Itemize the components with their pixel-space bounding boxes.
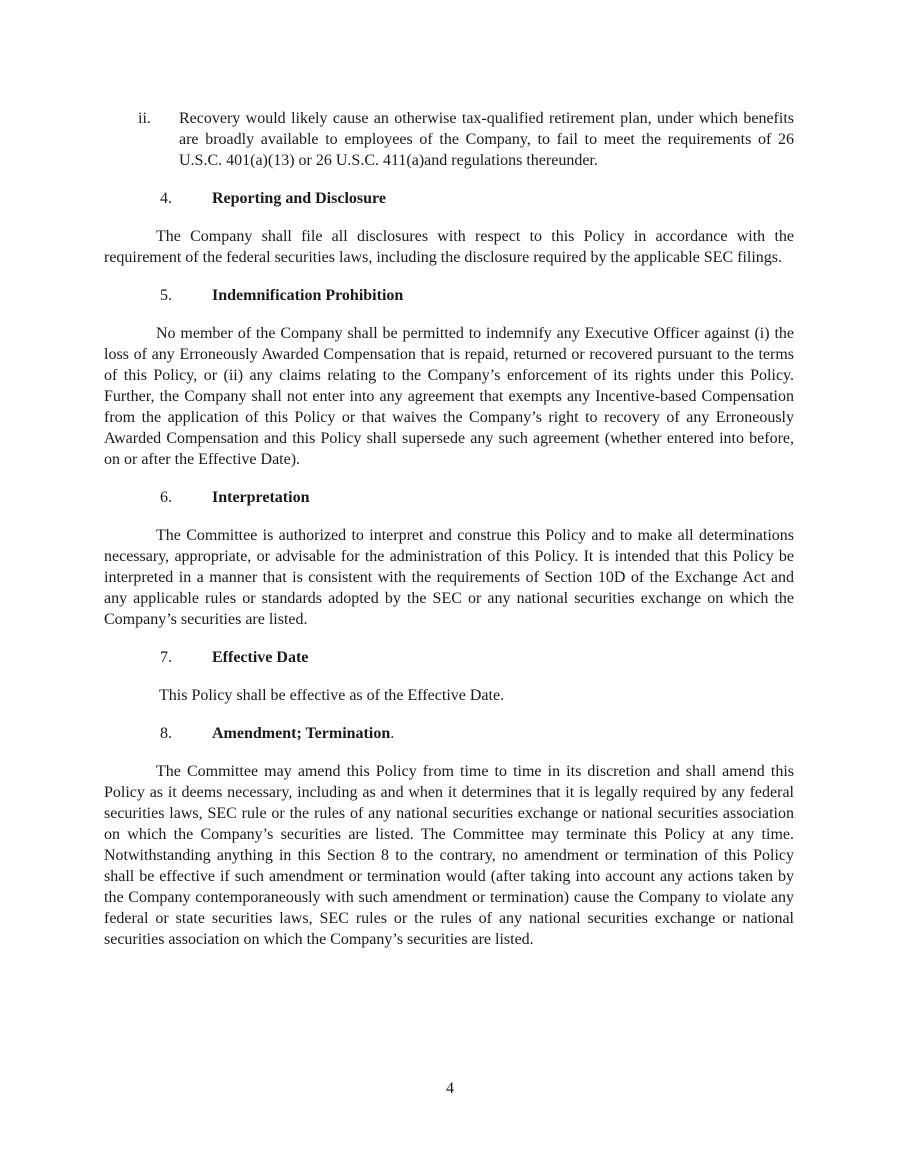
section-title-suffix: . [390,725,395,742]
section-title-text: Effective Date [212,649,309,666]
section-body-4: The Company shall file all disclosures with respect to this Policy in accordance with the requirement of the federal securities laws, including the disclosure required by the applicable SEC filings. [104,228,794,266]
section-number: 5. [160,287,172,304]
section-number: 4. [160,190,172,207]
section-body-7: This Policy shall be effective as of the Effective Date. [159,687,505,704]
section-title-text: Reporting and Disclosure [212,190,386,207]
section-heading-5 [104,285,794,306]
section-heading-4 [104,188,794,209]
section-title-text: Amendment; Termination [212,725,391,742]
section-body-6: The Committee is authorized to interpret and construe this Policy and to make all determinations necessary, appropriate, or advisable for the administration of this Policy. It is intended that this Policy be interpreted in a manner that is consistent with the requirements of Section 10D of the Exchange Act and any applicable rules or standards adopted by the SEC or any national securities exchange on which the Company’s securities are listed. [104,527,794,628]
page-number: 4 [446,1080,454,1097]
section-body-8: The Committee may amend this Policy from time to time in its discretion and shall amend this Policy as it deems necessary, including as and when it determines that it is legally required by any federal securities laws, SEC rule or the rules of any national securities exchange or national securities association on which the Company’s securities are listed. The Committee may terminate this Policy at any time. Notwithstanding anything in this Section 8 to the contrary, no amendment or termination of this Policy shall be effective if such amendment or termination would (after taking into account any actions taken by the Company contemporaneously with such amendment or termination) cause the Company to violate any federal or state securities laws, SEC rules or the rules of any national securities exchange or national securities association on which the Company’s securities are listed. [104,763,794,948]
section-heading-6 [104,487,794,508]
section-heading-8 [104,723,794,744]
section-title [212,188,386,209]
section-body-5: No member of the Company shall be permitted to indemnify any Executive Officer against (i) the loss of any Erroneously Awarded Compensation that is repaid, returned or recovered pursuant to the terms of this Policy, or (ii) any claims relating to the Company’s enforcement of its rights under this Policy. Further, the Company shall not enter into any agreement that exempts any Incentive-based Compensation from the application of this Policy or that waives the Company’s right to recovery of any Erroneously Awarded Compensation and this Policy shall supersede any such agreement (whether entered into before, on or after the Effective Date). [104,325,794,468]
document-page [104,108,794,950]
section-number: 6. [160,489,172,506]
section-heading-7 [104,647,794,668]
section-title-text: Indemnification Prohibition [212,287,404,304]
section-title-text: Interpretation [212,489,310,506]
section-title [212,647,308,668]
section-title [212,723,394,744]
list-item-number: ii. [138,110,151,127]
section-title [212,487,309,508]
list-item-text: Recovery would likely cause an otherwise tax-qualified retirement plan, under which benefits are broadly available to employees of the Company, to fail to meet the requirements of 26 U.S.C. 401(a)(13) or 26 U.S.C. 411(a)and regulations thereunder. [179,110,794,169]
section-title [212,285,403,306]
section-number: 7. [160,649,172,666]
list-item-ii [104,108,794,171]
section-number: 8. [160,725,172,742]
